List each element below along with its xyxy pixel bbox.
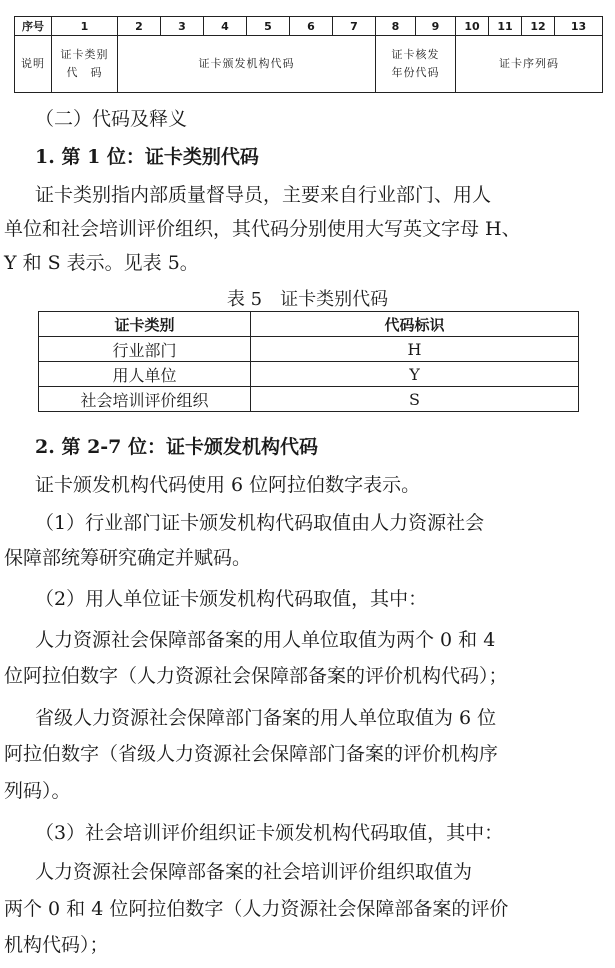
paragraph-line: 列码）。	[4, 780, 71, 802]
paragraph-line: 人力资源社会保障部备案的用人单位取值为两个 0 和 4	[35, 629, 496, 651]
position-cell: 5	[247, 17, 290, 36]
table-cell: S	[251, 387, 579, 412]
heading-position-2-7: 2. 第 2-7 位：证卡颁发机构代码	[35, 436, 319, 458]
paragraph-line: （2）用人单位证卡颁发机构代码取值，其中：	[35, 588, 428, 610]
table-cell: H	[251, 337, 579, 362]
position-cell: 10	[456, 17, 489, 36]
position-cell: 9	[416, 17, 456, 36]
table-row	[39, 337, 579, 362]
table-cell: 用人单位	[39, 362, 251, 387]
code-structure-table	[14, 16, 603, 93]
paragraph-line: （3）社会培训评价组织证卡颁发机构代码取值，其中：	[35, 822, 504, 844]
paragraph-line: 阿拉伯数字（省级人力资源社会保障部门备案的评价机构序	[4, 743, 499, 765]
paragraph-line: 保障部统筹研究确定并赋码。	[4, 547, 252, 569]
paragraph-line: 两个 0 和 4 位阿拉伯数字（人力资源社会保障部备案的评价	[4, 898, 509, 920]
issue-year-code-cell	[376, 36, 456, 93]
paragraph-line: 省级人力资源社会保障部门备案的用人单位取值为 6 位	[35, 707, 497, 729]
description-row	[15, 36, 603, 93]
issuing-org-code-cell: 证卡颁发机构代码	[118, 36, 376, 93]
position-row	[15, 17, 603, 36]
category-code-line1: 证卡类别	[60, 48, 109, 61]
position-cell: 4	[204, 17, 247, 36]
table-row	[39, 387, 579, 412]
paragraph-line: Y 和 S 表示。见表 5。	[4, 252, 199, 274]
position-cell: 12	[522, 17, 555, 36]
position-header: 序号	[15, 17, 52, 36]
category-code-cell	[52, 36, 118, 93]
heading-position-1: 1. 第 1 位：证卡类别代码	[35, 146, 259, 168]
category-code-line2: 代 码	[66, 66, 103, 79]
table-cell: 行业部门	[39, 337, 251, 362]
table5-header: 证卡类别	[39, 312, 251, 337]
section-title: （二）代码及释义	[35, 108, 188, 130]
paragraph-line: 人力资源社会保障部备案的社会培训评价组织取值为	[35, 861, 473, 883]
category-code-table	[38, 311, 579, 412]
position-cell: 8	[376, 17, 416, 36]
paragraph-line: 机构代码）；	[4, 934, 109, 956]
position-cell: 3	[161, 17, 204, 36]
issue-year-line2: 年份代码	[391, 66, 440, 79]
table-row	[39, 362, 579, 387]
position-cell: 1	[52, 17, 118, 36]
position-cell: 11	[489, 17, 522, 36]
table5-header: 代码标识	[251, 312, 579, 337]
paragraph-line: 证卡颁发机构代码使用 6 位阿拉伯数字表示。	[35, 474, 421, 496]
table5-caption: 表 5 证卡类别代码	[226, 289, 389, 310]
paragraph-line: 位阿拉伯数字（人力资源社会保障部备案的评价机构代码）；	[4, 665, 508, 687]
paragraph-line: 证卡类别指内部质量督导员，主要来自行业部门、用人	[35, 184, 492, 206]
table-cell: 社会培训评价组织	[39, 387, 251, 412]
paragraph-line: 单位和社会培训评价组织，其代码分别使用大写英文字母 H、	[4, 218, 521, 240]
position-cell: 13	[555, 17, 603, 36]
paragraph-line: （1）行业部门证卡颁发机构代码取值由人力资源社会	[35, 512, 485, 534]
position-cell: 6	[290, 17, 333, 36]
position-cell: 2	[118, 17, 161, 36]
serial-code-cell: 证卡序列码	[456, 36, 603, 93]
position-cell: 7	[333, 17, 376, 36]
issue-year-line1: 证卡核发	[391, 48, 440, 61]
table-cell: Y	[251, 362, 579, 387]
description-header: 说明	[15, 36, 52, 93]
table5-header-row	[39, 312, 579, 337]
